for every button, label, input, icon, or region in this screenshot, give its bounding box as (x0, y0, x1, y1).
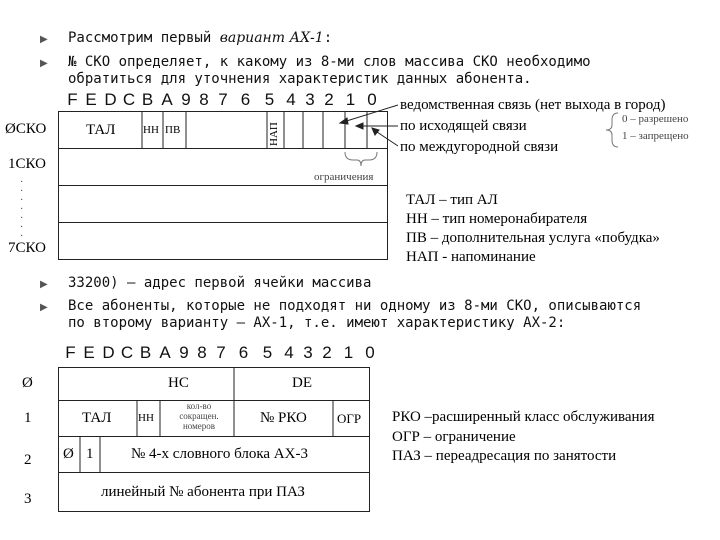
field2-rko: № РКО (260, 410, 307, 426)
bit-label: 1 (343, 343, 354, 362)
bit-label: C (122, 90, 136, 109)
legend-1-nap: НАП - напоминание (406, 249, 536, 265)
legend-1-pv: ПВ – дополнительная услуга «побудка» (406, 230, 660, 246)
bit-label: A (161, 90, 173, 109)
field2-nn: НН (138, 412, 154, 424)
field2-one: 1 (86, 446, 94, 462)
bit-label: D (104, 90, 117, 109)
ax2-row-0 (58, 367, 370, 401)
bit-label: 5 (264, 90, 275, 109)
bit-label: E (83, 343, 95, 362)
bit-label: F (67, 90, 78, 109)
row-label-7sko: 7СКО (8, 240, 46, 256)
field-pv: ПВ (165, 124, 181, 136)
bit-label: A (159, 343, 171, 362)
ogranicheniya-label: ограничения (314, 171, 374, 183)
bit-label: 4 (284, 343, 294, 362)
bit-label: 9 (181, 90, 191, 109)
bullet-marker: ▶ (40, 58, 48, 69)
brace-one: 1 – запрещено (622, 130, 689, 142)
bit-label: F (65, 343, 76, 362)
bullet-marker: ▶ (40, 302, 48, 313)
bit-label: 8 (197, 343, 207, 362)
row2-label-0: Ø (22, 375, 33, 391)
bit-label: 7 (216, 343, 226, 362)
bullet-marker: ▶ (40, 279, 48, 290)
row2-label-2: 2 (24, 452, 32, 468)
bullet-4: Все абоненты, которые не подходят ни одному из 8-ми СКО, описываются по второму варианту – АХ-1, т.е. имеют характеристику АХ-2: (68, 298, 642, 331)
bit-label: 5 (262, 343, 273, 362)
field2-lin: линейный № абонента при ПАЗ (101, 484, 305, 500)
field-hc: НС (168, 375, 189, 391)
bit-label: B (141, 90, 154, 109)
note-vedomstvennaya: ведомственная связь (нет выхода в город) (400, 97, 666, 113)
note-iskhodyashchaya: по исходящей связи (400, 118, 527, 134)
bit-label: 0 (365, 343, 375, 362)
field2-block: № 4-х словного блока АХ-3 (131, 446, 308, 462)
field2-zero: Ø (63, 446, 74, 462)
bit-label: 4 (286, 90, 296, 109)
field-de: DE (292, 375, 312, 391)
bullet-1: Рассмотрим первый вариант АХ-1: (68, 30, 333, 46)
bullet-marker: ▶ (40, 34, 48, 45)
bit-label: 3 (305, 90, 315, 109)
bullet-2: № СКО определяет, к какому из 8-ми слов массива СКО необходимо обратиться для уточнения характеристик данных абонента. (68, 54, 591, 87)
legend-2-ogr: ОГР – ограничение (392, 429, 516, 445)
legend-1-nn: НН – тип номеронабирателя (406, 211, 588, 227)
bit-label: 9 (179, 343, 189, 362)
field-nap: НАП (268, 122, 280, 146)
bit-label: 2 (324, 90, 334, 109)
row-label-0sko: ØСКО (5, 121, 47, 137)
legend-2-paz: ПАЗ – переадресация по занятости (392, 448, 617, 464)
vertical-dots: · · · · · · · (20, 177, 24, 242)
legend-1-tal: ТАЛ – тип АЛ (406, 192, 498, 208)
bit-label: B (139, 343, 152, 362)
bit-label: 2 (322, 343, 332, 362)
field2-tal: ТАЛ (82, 410, 112, 426)
bit-label: 3 (303, 343, 313, 362)
field-tal: ТАЛ (86, 122, 116, 138)
row-label-1sko: 1СКО (8, 156, 46, 172)
bit-header-2 (62, 343, 380, 363)
brace-zero: 0 – разрешено (622, 113, 689, 125)
bit-label: 1 (345, 90, 356, 109)
field2-ogr: ОГР (337, 411, 362, 426)
bit-label: 8 (199, 90, 209, 109)
bit-label: D (102, 343, 115, 362)
bit-label: 7 (218, 90, 228, 109)
note-mezhdugorodnaya: по междугородной связи (400, 139, 559, 155)
bullet-3: 33200) – адрес первой ячейки массива (68, 275, 372, 291)
field-nn: НН (143, 124, 159, 136)
field2-kol: кол-во сокращен. номеров (179, 401, 219, 431)
row2-label-3: 3 (24, 491, 32, 507)
bit-label: 6 (240, 90, 251, 109)
bit-label: C (120, 343, 134, 362)
legend-2-rko: РКО –расширенный класс обслуживания (392, 409, 655, 425)
row2-label-1: 1 (24, 410, 32, 426)
bit-label: 6 (238, 343, 249, 362)
bit-label: 0 (367, 90, 377, 109)
bit-label: E (85, 90, 97, 109)
